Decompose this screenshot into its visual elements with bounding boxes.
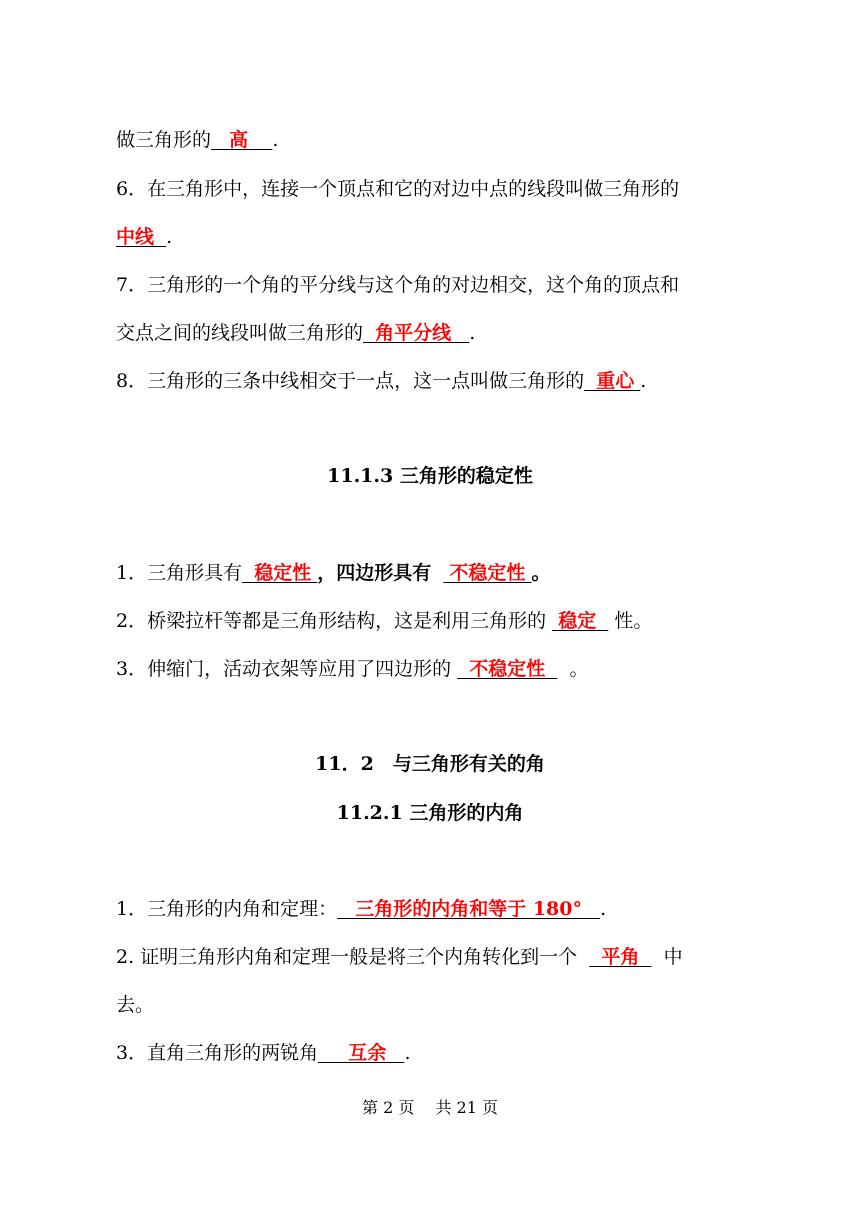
blank-pad (584, 370, 596, 392)
answer-altitude: 高 (229, 129, 249, 151)
line-text: 交点之间的线段叫做三角形的 (116, 322, 364, 344)
blank-pad (582, 898, 600, 920)
answer-straight-angle: 平角 (601, 946, 640, 968)
line-text: . (272, 129, 279, 151)
angle-question-2-line-1 (116, 945, 683, 969)
section-title-11-2: 11．2 与三角形有关的角 (315, 753, 545, 775)
line-text: . (404, 1042, 411, 1064)
question-6-line-2 (116, 225, 172, 249)
answer-angle-sum: 三角形的内角和等于 180° (355, 898, 582, 920)
blank-pad (248, 129, 272, 151)
line-text: . (166, 226, 173, 248)
line-text: . (469, 322, 476, 344)
question-6-line-1: 6．在三角形中，连接一个顶点和它的对边中点的线段叫做三角形的 (116, 178, 680, 200)
line-text: 8．三角形的三条中线相交于一点，这一点叫做三角形的 (116, 370, 585, 392)
line-text: 2. 证明三角形内角和定理一般是将三个内角转化到一个 (116, 946, 578, 968)
answer-angle-bisector: 角平分线 (375, 322, 452, 344)
stability-question-3 (116, 657, 588, 681)
question-8 (116, 369, 646, 393)
line-text: 3．伸缩门，活动衣架等应用了四边形的 (116, 658, 452, 680)
line-text: 做三角形的 (116, 129, 212, 151)
line-text: 2．桥梁拉杆等都是三角形结构，这是利用三角形的 (116, 610, 547, 632)
line-text: ，四边形具有 (317, 562, 432, 584)
blank-pad (596, 610, 608, 632)
line-text: 。 (569, 658, 589, 680)
line-text: . (640, 370, 647, 392)
answer-stability: 稳定性 (254, 562, 312, 584)
stability-question-1 (116, 561, 550, 585)
answer-instability-2: 不稳定性 (469, 658, 546, 680)
blank-gap (577, 946, 589, 968)
angle-question-1 (116, 897, 606, 921)
blank-pad (242, 562, 254, 584)
section-subtitle-11-2-1: 11.2.1 三角形的内角 (336, 802, 524, 824)
answer-stable: 稳定 (558, 610, 597, 632)
line-text: . (600, 898, 607, 920)
blank-pad (337, 898, 355, 920)
angle-question-3 (116, 1041, 410, 1065)
line-text: 。 (531, 562, 551, 584)
blank-pad (451, 322, 469, 344)
blank-pad (211, 129, 229, 151)
question-7-line-1: 7．三角形的一个角的平分线与这个角的对边相交，这个角的顶点和 (116, 274, 680, 296)
stability-question-2 (116, 609, 652, 633)
line-text: 1．三角形具有 (116, 562, 243, 584)
line-text: 中 (663, 946, 683, 968)
line-text: 3．直角三角形的两锐角 (116, 1042, 319, 1064)
line-text: 1．三角形的内角和定理： (116, 898, 338, 920)
line-height-answer (116, 128, 278, 152)
blank-pad (639, 946, 651, 968)
blank-gap (431, 562, 443, 584)
angle-question-2-line-2: 去。 (116, 994, 155, 1016)
question-7-line-2 (116, 321, 475, 345)
blank-pad (386, 1042, 404, 1064)
section-title-11-1-3: 11.1.3 三角形的稳定性 (327, 465, 533, 487)
answer-centroid: 重心 (596, 370, 635, 392)
answer-instability: 不稳定性 (449, 562, 526, 584)
answer-median: 中线 (116, 226, 155, 248)
blank-pad (363, 322, 375, 344)
page-footer: 第 2 页 共 21 页 (362, 1098, 498, 1117)
blank-pad (457, 658, 469, 680)
blank-pad (545, 658, 557, 680)
line-text: 性。 (614, 610, 653, 632)
blank-pad (589, 946, 601, 968)
blank-pad (154, 226, 166, 248)
blank-gap (651, 946, 663, 968)
blank-pad (318, 1042, 348, 1064)
blank-gap (557, 658, 569, 680)
answer-complementary: 互余 (348, 1042, 387, 1064)
